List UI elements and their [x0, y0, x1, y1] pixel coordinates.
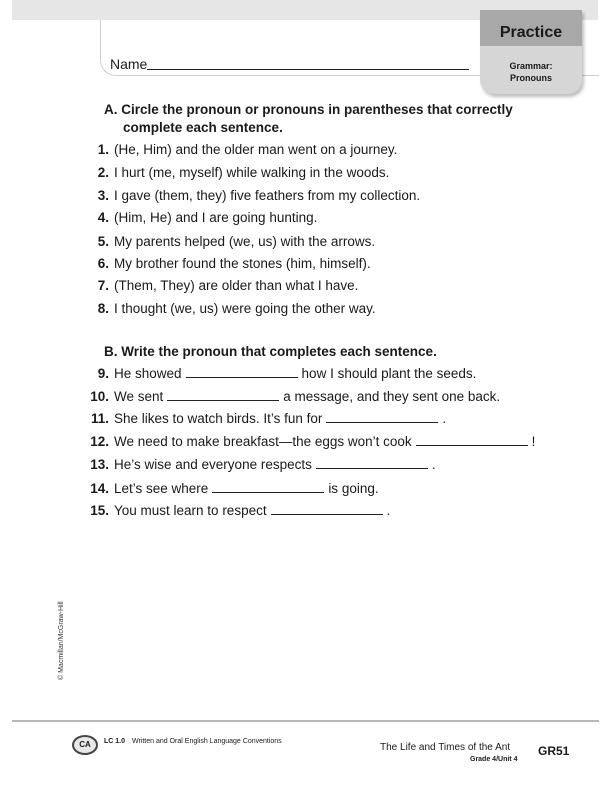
section-a-heading: [104, 101, 513, 137]
answer-blank[interactable]: [271, 503, 383, 515]
list-item: 6. My brother found the stones (him, himself).: [97, 256, 371, 271]
section-a-heading-line2: complete each sentence.: [123, 120, 283, 135]
standard-code: LC 1.0: [104, 738, 126, 745]
answer-blank[interactable]: [416, 434, 528, 446]
list-item: 13. He’s wise and everyone respects .: [90, 457, 436, 472]
answer-blank[interactable]: [167, 389, 279, 401]
list-item: 12. We need to make breakfast—the eggs won’t cook !: [90, 434, 536, 449]
section-b-heading: B. Write the pronoun that completes each sentence.: [104, 344, 437, 359]
list-item: 8. I thought (we, us) were going the other way.: [97, 301, 376, 316]
tab-subtitle: [480, 60, 582, 84]
practice-title: Practice: [480, 10, 582, 46]
footer-divider: [12, 720, 599, 722]
list-item: 2. I hurt (me, myself) while walking in the woods.: [97, 165, 390, 180]
section-a-heading-line1: A. Circle the pronoun or pronouns in parentheses that correctly: [104, 102, 513, 117]
list-item: 3. I gave (them, they) five feathers from my collection.: [97, 188, 421, 203]
story-title: The Life and Times of the Ant: [380, 742, 511, 753]
list-item: 14. Let’s see where is going.: [90, 481, 379, 496]
list-item: 15. You must learn to respect .: [90, 503, 391, 518]
answer-blank[interactable]: [326, 411, 438, 423]
list-item: 9. He showed how I should plant the seeds.: [97, 366, 477, 381]
list-item: 11. She likes to watch birds. It’s fun for .: [90, 411, 447, 426]
answer-blank[interactable]: [316, 457, 428, 469]
ca-badge: CA: [72, 735, 98, 755]
name-label: Name: [110, 56, 148, 72]
standard-description: Written and Oral English Language Conventions: [132, 738, 282, 745]
answer-blank[interactable]: [212, 481, 324, 493]
tab-subtitle-line1: Grammar:: [509, 61, 553, 71]
page-code: GR51: [538, 744, 570, 758]
practice-tab: [480, 10, 582, 94]
name-line: [147, 69, 469, 70]
list-item: 1. (He, Him) and the older man went on a journey.: [97, 142, 398, 157]
copyright-notice: © Macmillan/McGraw-Hill: [58, 601, 65, 680]
list-item: 4. (Him, He) and I are going hunting.: [97, 210, 318, 225]
grade-unit: Grade 4/Unit 4: [470, 756, 518, 763]
list-item: 10. We sent a message, and they sent one back.: [90, 389, 501, 404]
list-item: 5. My parents helped (we, us) with the arrows.: [97, 234, 376, 249]
tab-subtitle-line2: Pronouns: [510, 73, 552, 83]
list-item: 7. (Them, They) are older than what I have.: [97, 278, 359, 293]
answer-blank[interactable]: [186, 366, 298, 378]
